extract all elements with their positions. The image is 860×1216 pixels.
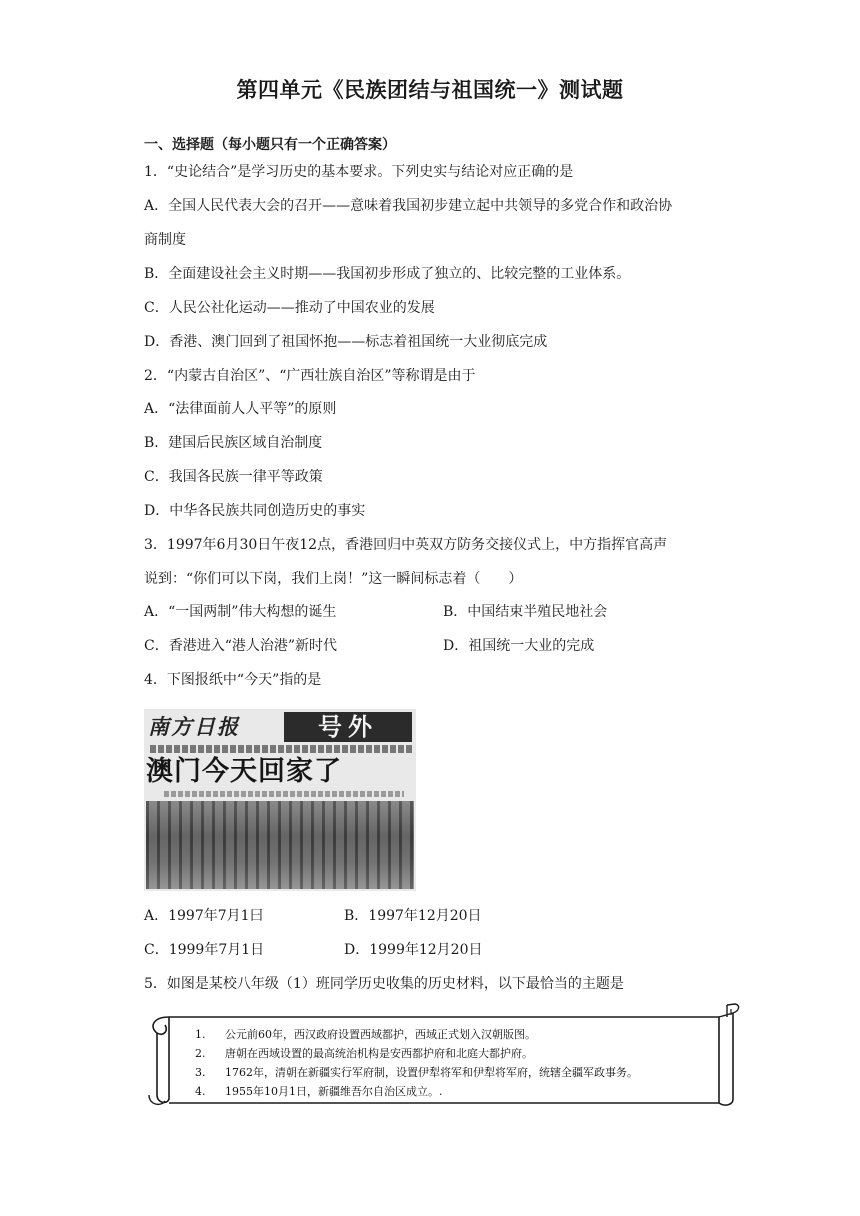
- question-2-option-b: B．建国后民族区域自治制度: [144, 435, 323, 451]
- newspaper-image: [144, 709, 416, 891]
- question-3-option-b: B．中国结束半殖民地社会: [443, 604, 608, 620]
- scroll-item: [195, 1027, 536, 1042]
- newspaper-headline: 澳门今天回家了: [146, 756, 342, 787]
- question-4-stem: 4．下图报纸中“今天”指的是: [144, 672, 322, 688]
- question-1-option-a: A．全国人民代表大会的召开——意味着我国初步建立起中共领导的多党合作和政治协: [144, 198, 673, 214]
- newspaper-masthead: 南方日报: [148, 714, 240, 739]
- section-heading: 一、选择题（每小题只有一个正确答案）: [144, 137, 396, 153]
- question-3-option-a: A．“一国两制”伟大构想的诞生: [144, 604, 337, 620]
- scroll-item-number: 1.: [195, 1028, 206, 1041]
- question-4-option-b: B．1997年12月20日: [344, 908, 482, 924]
- page-title: 第四单元《民族团结与祖国统一》测试题: [236, 78, 624, 102]
- question-4-option-a: A．1997年7月1曰: [144, 908, 264, 924]
- scroll-item: [195, 1046, 533, 1061]
- question-4-option-d: D．1999年12月20日: [344, 942, 483, 958]
- scroll-item-text: 1955年10月1日，新疆维吾尔自治区成立。.: [225, 1085, 443, 1098]
- question-2-option-c: C．我国各民族一律平等政策: [144, 469, 323, 485]
- question-1-option-d: D．香港、澳门回到了祖国怀抱——标志着祖国统一大业彻底完成: [144, 334, 548, 350]
- scroll-item: [195, 1065, 638, 1080]
- question-3-stem: 3．1997年6月30日午夜12点，香港回归中英双方防务交接仪式上，中方指挥官高声: [144, 537, 668, 553]
- question-5-stem: 5．如图是某校八年级（1）班同学历史收集的历史材料，以下最恰当的主题是: [144, 976, 624, 992]
- question-2-stem: 2．“内蒙古自治区”、“广西壮族自治区”等称谓是由于: [144, 368, 476, 384]
- question-2-option-a: A．“法律面前人人平等”的原则: [144, 401, 337, 417]
- question-3-option-d: D．祖国统一大业的完成: [443, 638, 595, 654]
- scroll-item-number: 4.: [195, 1085, 206, 1098]
- question-3-stem-cont: 说到：“你们可以下岗，我们上岗！”这一瞬间标志着（ ）: [144, 571, 523, 587]
- scroll-item-number: 2.: [195, 1047, 206, 1060]
- newspaper-caption: [164, 791, 404, 797]
- scroll-item: [195, 1084, 443, 1099]
- scroll-item-text: 公元前60年，西汉政府设置西域都护，西域正式划入汉朝版图。: [225, 1028, 536, 1041]
- newspaper-extra-banner: 号外: [284, 712, 412, 742]
- question-2-option-d: D．中华各民族共同创造历史的事实: [144, 503, 366, 519]
- scroll-item-text: 1762年，清朝在新疆实行军府制，设置伊犁将军和伊犁将军府，统辖全疆军政事务。: [225, 1066, 638, 1079]
- question-4-option-c: C．1999年7月1日: [144, 942, 265, 958]
- newspaper-photo: [146, 801, 414, 889]
- question-1-option-a-cont: 商制度: [144, 232, 186, 248]
- newspaper-subline: [150, 745, 412, 753]
- question-1-option-c: C．人民公社化运动——推动了中国农业的发展: [144, 300, 435, 316]
- question-3-option-c: C．香港进入“港人治港”新时代: [144, 638, 338, 654]
- scroll-item-number: 3.: [195, 1066, 206, 1079]
- question-1-option-b: B．全面建设社会主义时期——我国初步形成了独立的、比较完整的工业体系。: [144, 266, 631, 282]
- scroll-material-image: [147, 1003, 741, 1109]
- question-1-stem: 1．“史论结合”是学习历史的基本要求。下列史实与结论对应正确的是: [144, 164, 574, 180]
- scroll-item-text: 唐朝在西域设置的最高统治机构是安西都护府和北庭大都护府。: [225, 1047, 533, 1060]
